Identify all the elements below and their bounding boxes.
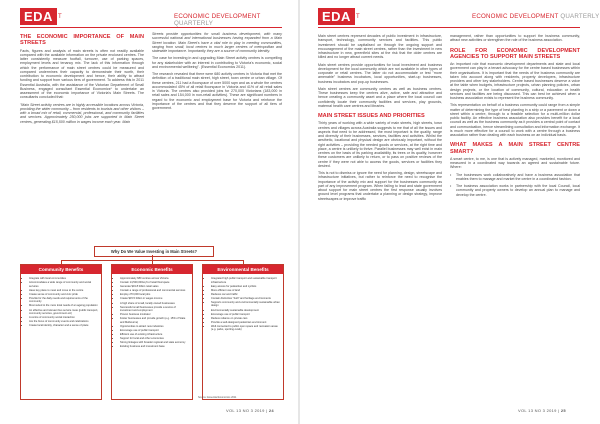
benefit-item: • Reduces car and traffic — [211, 293, 280, 297]
benefit-item: • Provide a well-designed pedestrian environment — [211, 321, 280, 325]
benefits-diagram — [20, 246, 282, 410]
issue-info: VOL 13 NO 3 2019 — [518, 408, 557, 413]
header-rule — [20, 27, 282, 28]
logo-text: EDA — [318, 8, 355, 25]
page-footer: VOL 13 NO 3 2019 | 25 — [518, 408, 566, 413]
right-column-2 — [450, 34, 580, 200]
benefit-item: • Opportunities to attract new industries — [120, 325, 189, 329]
paragraph: The case for investing in and upgrading Main Street activity centres is compelling for any stakeholder with an interest in contributing to Victoria's economic, social and environmental wellbeing". (Essential Economics 2011). — [152, 56, 282, 69]
paragraph: This is not to dismiss or ignore the need for planning, design, streetscape and infrastructure initiatives, but rather to reinforce the need to recognise the importance of the activity mix and support for the businesses community as part of any improvement program. When failing to lead and state government about support for main street centres the first response usually involves ground level programs that undertake a planning or design strategy, improve streetscapes or improve traffic — [318, 171, 442, 201]
right-page — [300, 0, 600, 424]
benefit-item: • Integrated high public transport and sustainable transport infrastructure — [211, 277, 280, 284]
logo-mark: T — [57, 13, 62, 20]
section-heading: THE ECONOMIC IMPORTANCE OF MAIN STREETS — [20, 34, 144, 47]
quote-paragraph: Streets provide opportunities for small business development, with many successful national and international businesses having expanded from a Main Street location. Main Street's have a vital role to play in meeting communities, ranging from small, local centres to much larger centres of metropolitan and statewide importance. Importantly they are a source of community identity. — [152, 32, 282, 53]
bullet-item: • The business association works in partnership with the local Council, local community and property owners to develop an annual plan to manage and develop the centre. — [450, 184, 580, 197]
box-heading: Economic Benefits — [112, 265, 192, 274]
benefit-item: • Generate $19.8 billion retail sales — [120, 285, 189, 289]
benefit-item: • A high share of small, locally owned businesses — [120, 302, 189, 306]
benefit-item: • Create $15.5 billion in wages income — [120, 297, 189, 301]
issue-info: VOL 13 NO 3 2019 — [226, 408, 265, 413]
left-column-1 — [20, 34, 144, 127]
running-head: ECONOMIC DEVELOPMENT QUARTERLY — [472, 13, 600, 20]
benefit-item: • Are the focus of community events and celebrations — [29, 320, 98, 324]
benefit-item: • Proven business incubator — [120, 313, 189, 317]
benefit-item: • Efficient use of existing infrastructure — [120, 333, 189, 337]
benefit-item: • Encourage use of public transport — [211, 313, 280, 317]
benefit-item: • Create local identity, character and a sense of place — [29, 324, 98, 328]
paragraph: This representation on behalf of a business community could range from a simple matter of determining the type of best planting in a strip or a pavement or down a street within a centre, through to a feasible selection for a multi-million dollar public facility. An effective business association also provides benefit for a local council as well as the business community as it provides a central point of contact and communication, hence streamlining consultation and information exchange. It is much more effective for a council to work with a centre through a business association rather than dealing with each business on an individual basis. — [450, 103, 580, 138]
benefit-item: • Support for local and other economies — [120, 337, 189, 341]
paragraph: Main street centres are community centres as well as business centres. These businesses keep the centres alive, active, safe and attractive and hence creating a community asset and a place where the local council can confidently locate their community facilities and services, play grounds, maternal health care centres and libraries. — [318, 86, 442, 108]
box-heading: Community Benefits — [21, 265, 101, 274]
page-number: 24 — [268, 408, 274, 413]
benefit-item: • Create sense of community and civic pride — [29, 293, 98, 297]
paragraph: Main street centres represent decades of public investment in infrastructure, transport, technology, community services and facilities. This public investment should be capitalised on through the ongoing support and encouragement of the main street centres, rather than the investment in new infrastructure in new, greenfield sites at the risk that the older centres are killed and no longer attract current needs. — [318, 34, 442, 60]
diagram-title: Why Do We Value Investing in Main Streets? — [94, 246, 214, 257]
economic-benefits-box — [111, 264, 193, 400]
benefit-item: • Environmentally sustainable development — [211, 309, 280, 313]
benefit-item: • Reduce reliance on private cars — [211, 317, 280, 321]
right-column-1 — [318, 34, 442, 204]
left-column-2 — [152, 32, 282, 113]
paragraph: An important role that economic development departments and state and local government can play in a tenant advocacy for the centre based businesses within their organisations. It is important that the needs of the business community are taken into account along with residents, property developers, infrastructure providers and other key stakeholders. Centre based businesses deserve a voice at the table when budgets, infrastructure projects, urban planning policies, urban design projects, or the location of community, cultural, education or health services and facilities are being discussed. This can best be achieved when a business association exists to represent the business community. — [450, 62, 580, 101]
benefit-item: • Supports community and environmentally sustainable urban design — [211, 301, 280, 308]
benefit-item: • More efficient use of land — [211, 289, 280, 293]
quote-paragraph: "Main Street activity centres are in highly accessible locations across Victoria, providing the wider community – from residents to tourists and other visitors – with a broad mix of retail, commercial, professional, and community facilities and services. Approximately 250,000 jobs are supported in Main Street centres, generating $15,500 million in wages income each year. Main — [20, 102, 144, 124]
benefit-item: • Accommodates a wide range of community and social services — [29, 281, 98, 288]
section-heading: ROLE FOR ECONOMIC DEVELOPMENT AGENCIES TO SUPPORT MAIN STREETS — [450, 47, 580, 60]
paragraph: Facts, figures and analysis of main streets is often not readily available compared with the available information on the private enclosed centres. The latter consistently measure footfall, turnover, use of parking spaces, employment levels and tenancy mix. The lack of this information through which the performance of main street centres could be measured and compared undermines their capacity to demonstrate their worth, their contribution to economic development and hence, their ability to attract funding and support from various tiers of government. To address this in 2011 Essential Australia, with the assistance of the Victorian Department of Small Business, engaged consultant Essential Economics* to undertake an assessment of the economic importance of Victoria's Main Streets. The consultants concluded that: — [20, 48, 144, 100]
diagram-source: Source: Essential Economics 2011 — [198, 396, 237, 399]
benefit-item: • Contain distinctive "built" and heritage environments — [211, 297, 280, 301]
benefit-item: • Easy access for pedestrian and cyclists — [211, 285, 280, 289]
benefit-item: • Contain a range of professional and commercial services — [120, 289, 189, 293]
eda-logo — [20, 8, 62, 25]
paragraph: Main street centres provide opportunities for local investment and business development for the local community which are not available in other types of corporate or retail centres. The latter do not accommodate or test "more amenable" business incubators, local opportunities, start-up businesses, business incubators and pop-up businesses. — [318, 62, 442, 84]
benefit-item: • Well connected to public open space and recreation areas (e.g. parks, sporting ovals) — [211, 325, 280, 332]
benefit-list — [206, 277, 280, 332]
benefit-item: • Approximately 680 centres across Victoria — [120, 277, 189, 281]
bullet-item: • The businesses work collaboratively and have a business association that enables them to manage and market the centre in a coordinated fashion. — [450, 173, 580, 182]
benefit-list — [24, 277, 98, 328]
environmental-benefits-box — [202, 264, 284, 400]
running-head: ECONOMIC DEVELOPMENT QUARTERLY — [174, 13, 261, 27]
benefit-item: • An effective and relevant bus service route (public transport, community services, government etc) — [29, 309, 98, 316]
benefit-item: • Have key place to meet and move to the centre — [29, 289, 98, 293]
header-rule — [318, 27, 580, 28]
benefit-item: • Integrate with local communities — [29, 277, 98, 281]
eda-logo — [318, 8, 360, 25]
paragraph: A smart centre, to me, is one that is actively managed, marketed, monitored and measured in a coordinated way towards an agreed and sustainable future. Where: — [450, 156, 580, 170]
benefit-item: • Existing business and investment base — [120, 345, 189, 349]
community-benefits-box — [20, 264, 102, 400]
benefit-item: • Successful small businesses provide a source of investment and employment — [120, 306, 189, 313]
benefit-item: • Employ 270,000 local jobs — [120, 293, 189, 297]
benefit-item: • Contain 14,500,000sq ft of retail floorspace — [120, 281, 189, 285]
benefit-list — [115, 277, 189, 349]
paragraph: Thirty years of working with a wide variety of main streets, high streets, town centres and villages across Australia suggests to me that of all the issues and aspects that need to be addressed, the most important is the quality, range and diversity of their businesses, services, facilities and activities. Whilst the aesthetic, locational and physical design are obviously important, without the right activities – providing the needed goods or services, at the right time and place, a centre is unlikely to thrive. Parallel businesses may well exist in main centres on the basis of its parking availability, its trees or its quality, however these customers are unlikely to return, or to pass on positive reviews of the centre if they were not able to access the goods, services or facilities they desired. — [318, 121, 442, 168]
paragraph: management, rather than opportunities to support the business community, attract new activities or strengthen the role of the business association. — [450, 34, 580, 43]
section-heading: WHAT MAKES A MAIN STREET CENTRE SMART? — [450, 142, 580, 155]
benefit-item: • Most suited to the more local needs of an ageing population — [29, 304, 98, 308]
paragraph: The research revealed that there were 680 activity centres in Victoria that met the definition of a traditional main street, high street, town centre or urban village. Of these centres, 211 had a floorspace of over 5000 sqm and as a whole the centres accommodated 45% of all retail floorspace in Victoria and 41% of all retail sales in Victoria. The centres also provided jobs for 270,000 Victorians (183,000 in retail sales and 154,000 in non-retail activities). These are significant numbers in regard to the economic and employment base for Victoria and reinforce the importance of the centres and that they deserve the support of all tiers of government. — [152, 72, 282, 110]
section-heading: MAIN STREET ISSUES AND PRIORITIES — [318, 113, 425, 119]
page-number: 25 — [560, 408, 566, 413]
page-footer: VOL 13 NO 3 2019 | 24 — [226, 408, 274, 413]
benefit-item: • Provide for the daily needs and requirements of the community — [29, 297, 98, 304]
benefit-item: • Foster businesses and provide growth (e.g. 15% of State and Melbourne) — [120, 317, 189, 324]
benefit-item: • Encourage use of public transport — [120, 329, 189, 333]
logo-mark: T — [355, 13, 360, 20]
box-heading: Environmental Benefits — [203, 265, 283, 274]
benefit-item: • A centre of community social interaction — [29, 316, 98, 320]
benefit-item: • Strong linkages with broader regional and state economy — [120, 341, 189, 345]
logo-text: EDA — [20, 8, 57, 25]
